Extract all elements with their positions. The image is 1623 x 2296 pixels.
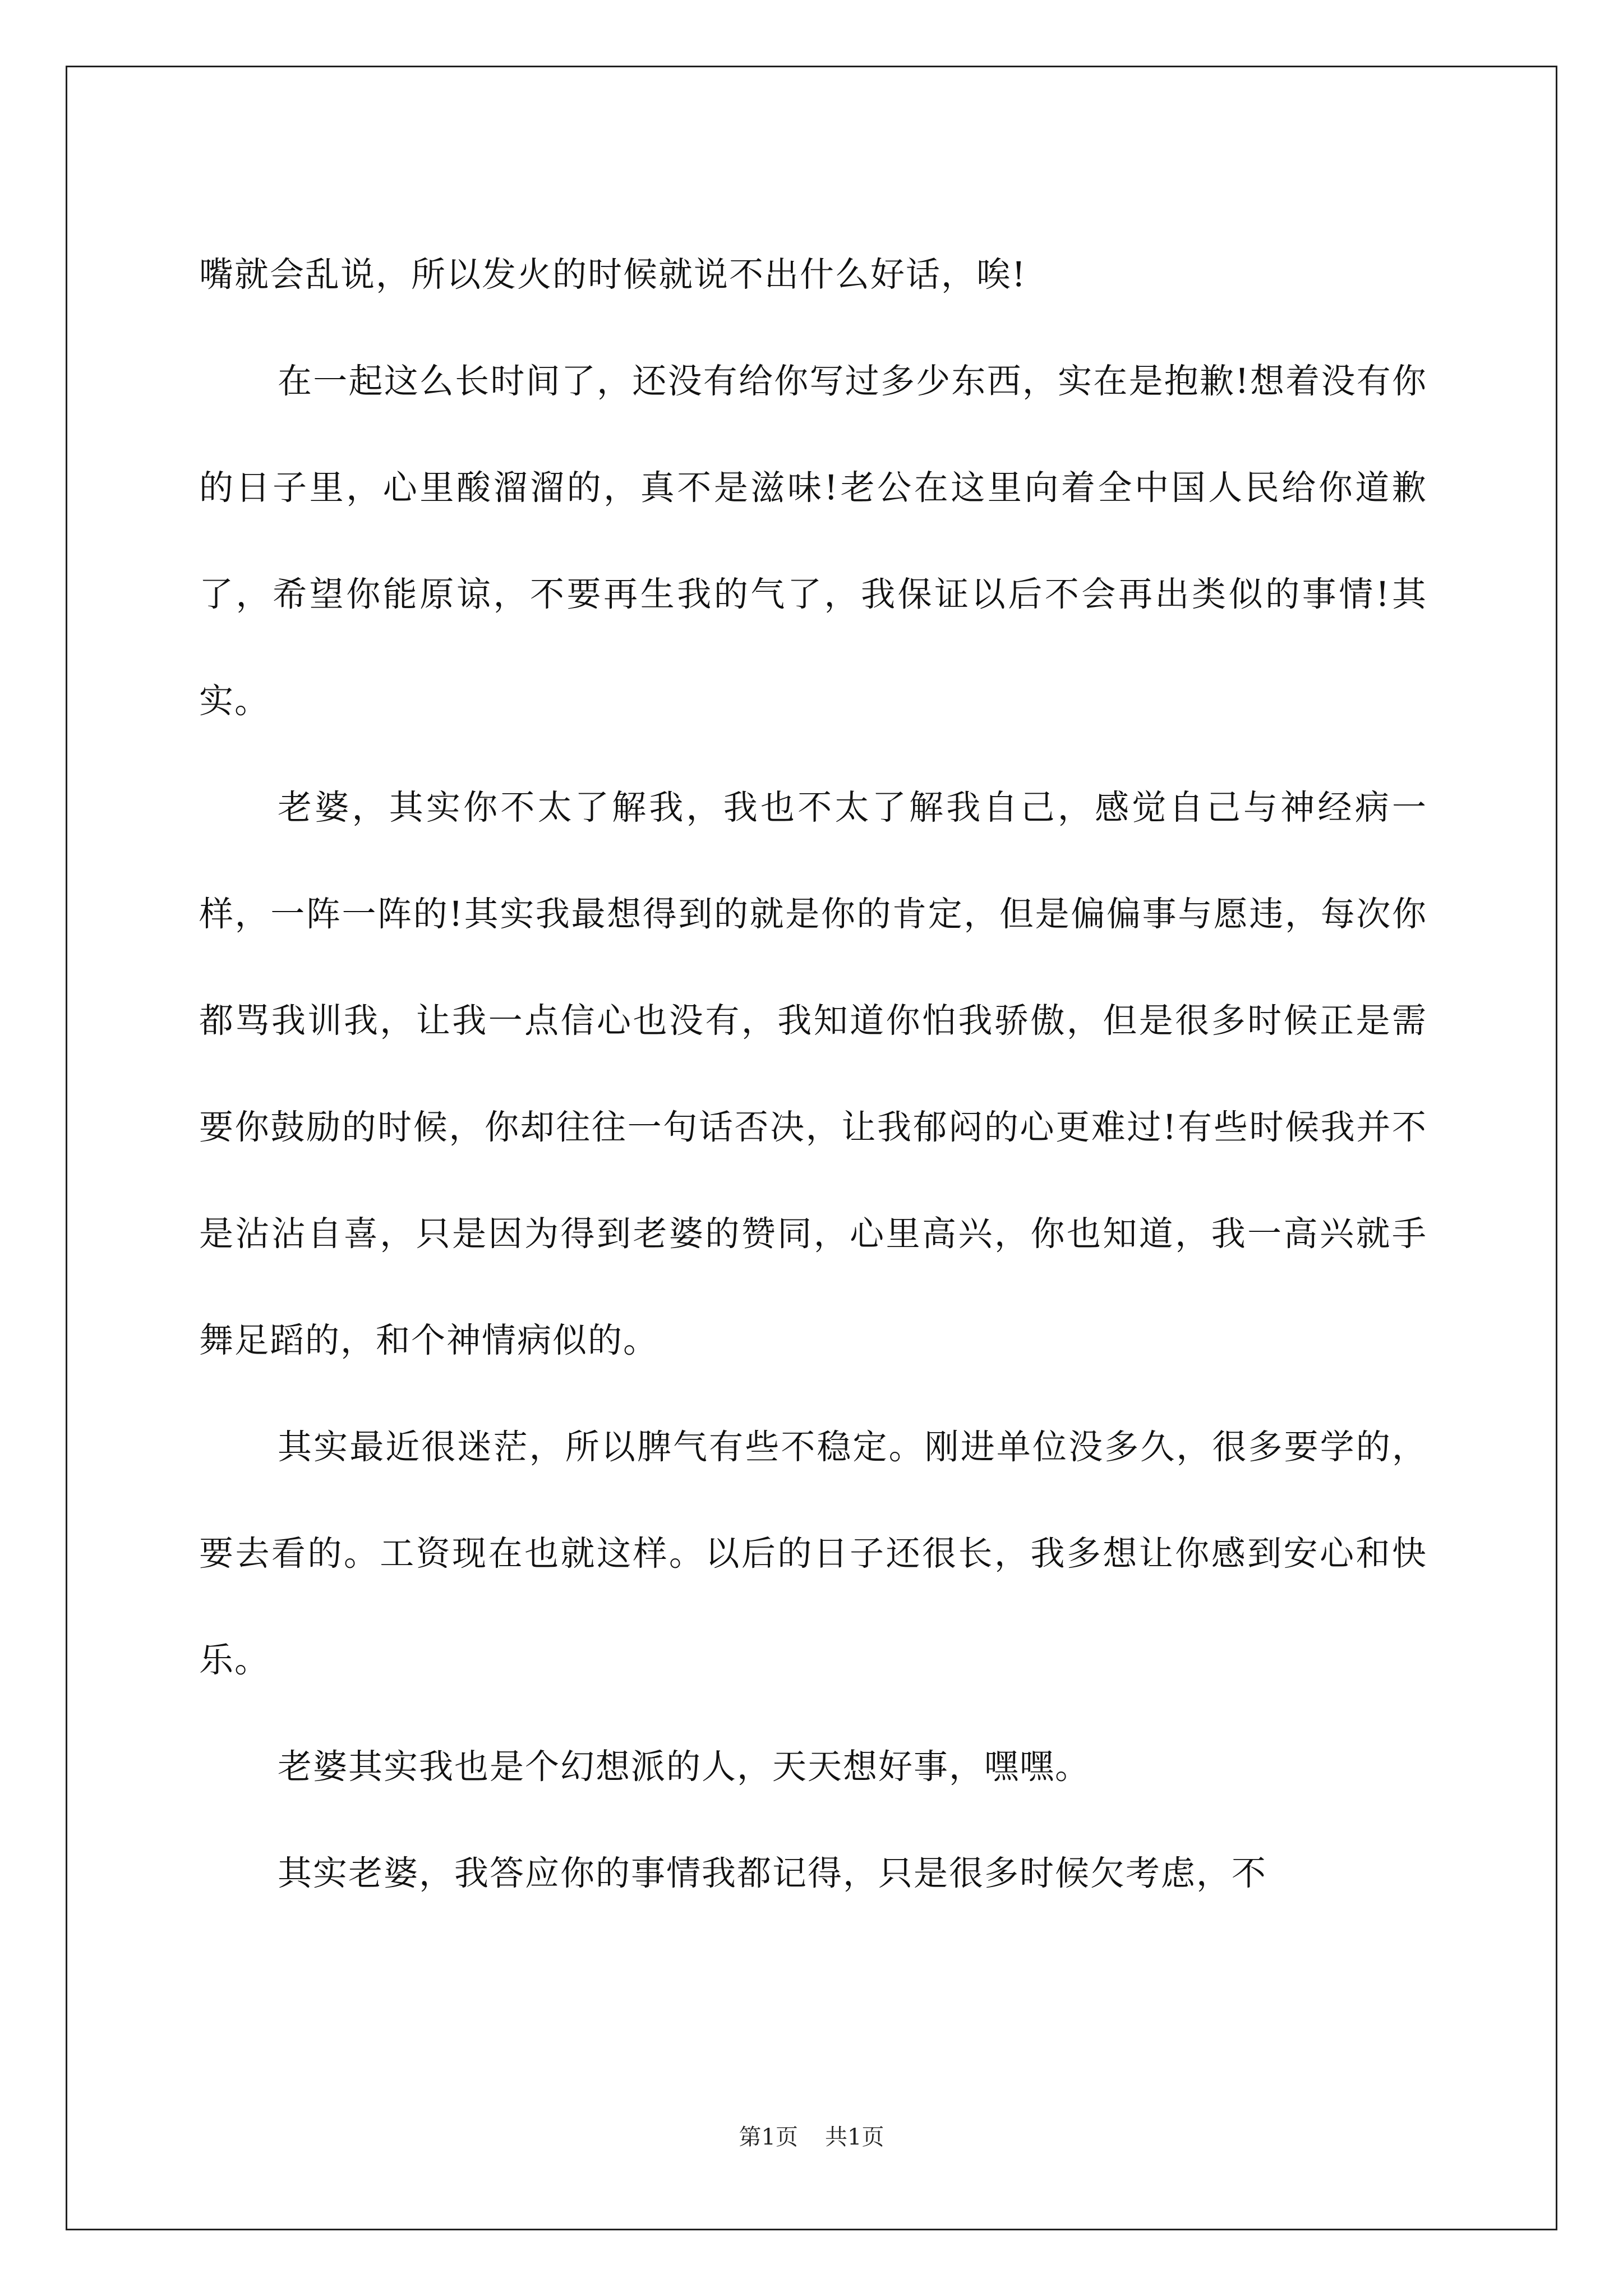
page-number: 第1页 [739,2124,798,2150]
paragraph-2: 在一起这么长时间了，还没有给你写过多少东西，实在是抱歉!想着没有你的日子里，心里酸溜溜的，真不是滋味!老公在这里向着全中国人民给你道歉了，希望你能原谅，不要再生我的气了，我保证以后不会再出类似的事情!其实。 [199,361,1427,721]
paragraph-1: 嘴就会乱说，所以发火的时候就说不出什么好话，唉! [199,255,1027,295]
page-total: 共1页 [825,2124,884,2150]
paragraph-3: 老婆，其实你不太了解我，我也不太了解我自己，感觉自己与神经病一样，一阵一阵的!其实我最想得到的就是你的肯定，但是偏偏事与愿违，每次你都骂我训我，让我一点信心也没有，我知道你怕我骄傲，但是很多时候正是需要你鼓励的时候，你却往往一句话否决，让我郁闷的心更难过!有些时候我并不是沾沾自喜，只是因为得到老婆的赞同，心里高兴，你也知道，我一高兴就手舞足蹈的，和个神情病似的。 [199,788,1427,1360]
page-footer [0,2119,1623,2151]
paragraph-4: 其实最近很迷茫，所以脾气有些不稳定。刚进单位没多久，很多要学的，要去看的。工资现在也就这样。以后的日子还很长，我多想让你感到安心和快乐。 [199,1427,1427,1680]
document-body [199,222,1427,1927]
paragraph-6: 其实老婆，我答应你的事情我都记得，只是很多时候欠考虑，不 [278,1853,1267,1893]
paragraph-5: 老婆其实我也是个幻想派的人，天天想好事，嘿嘿。 [278,1747,1091,1787]
